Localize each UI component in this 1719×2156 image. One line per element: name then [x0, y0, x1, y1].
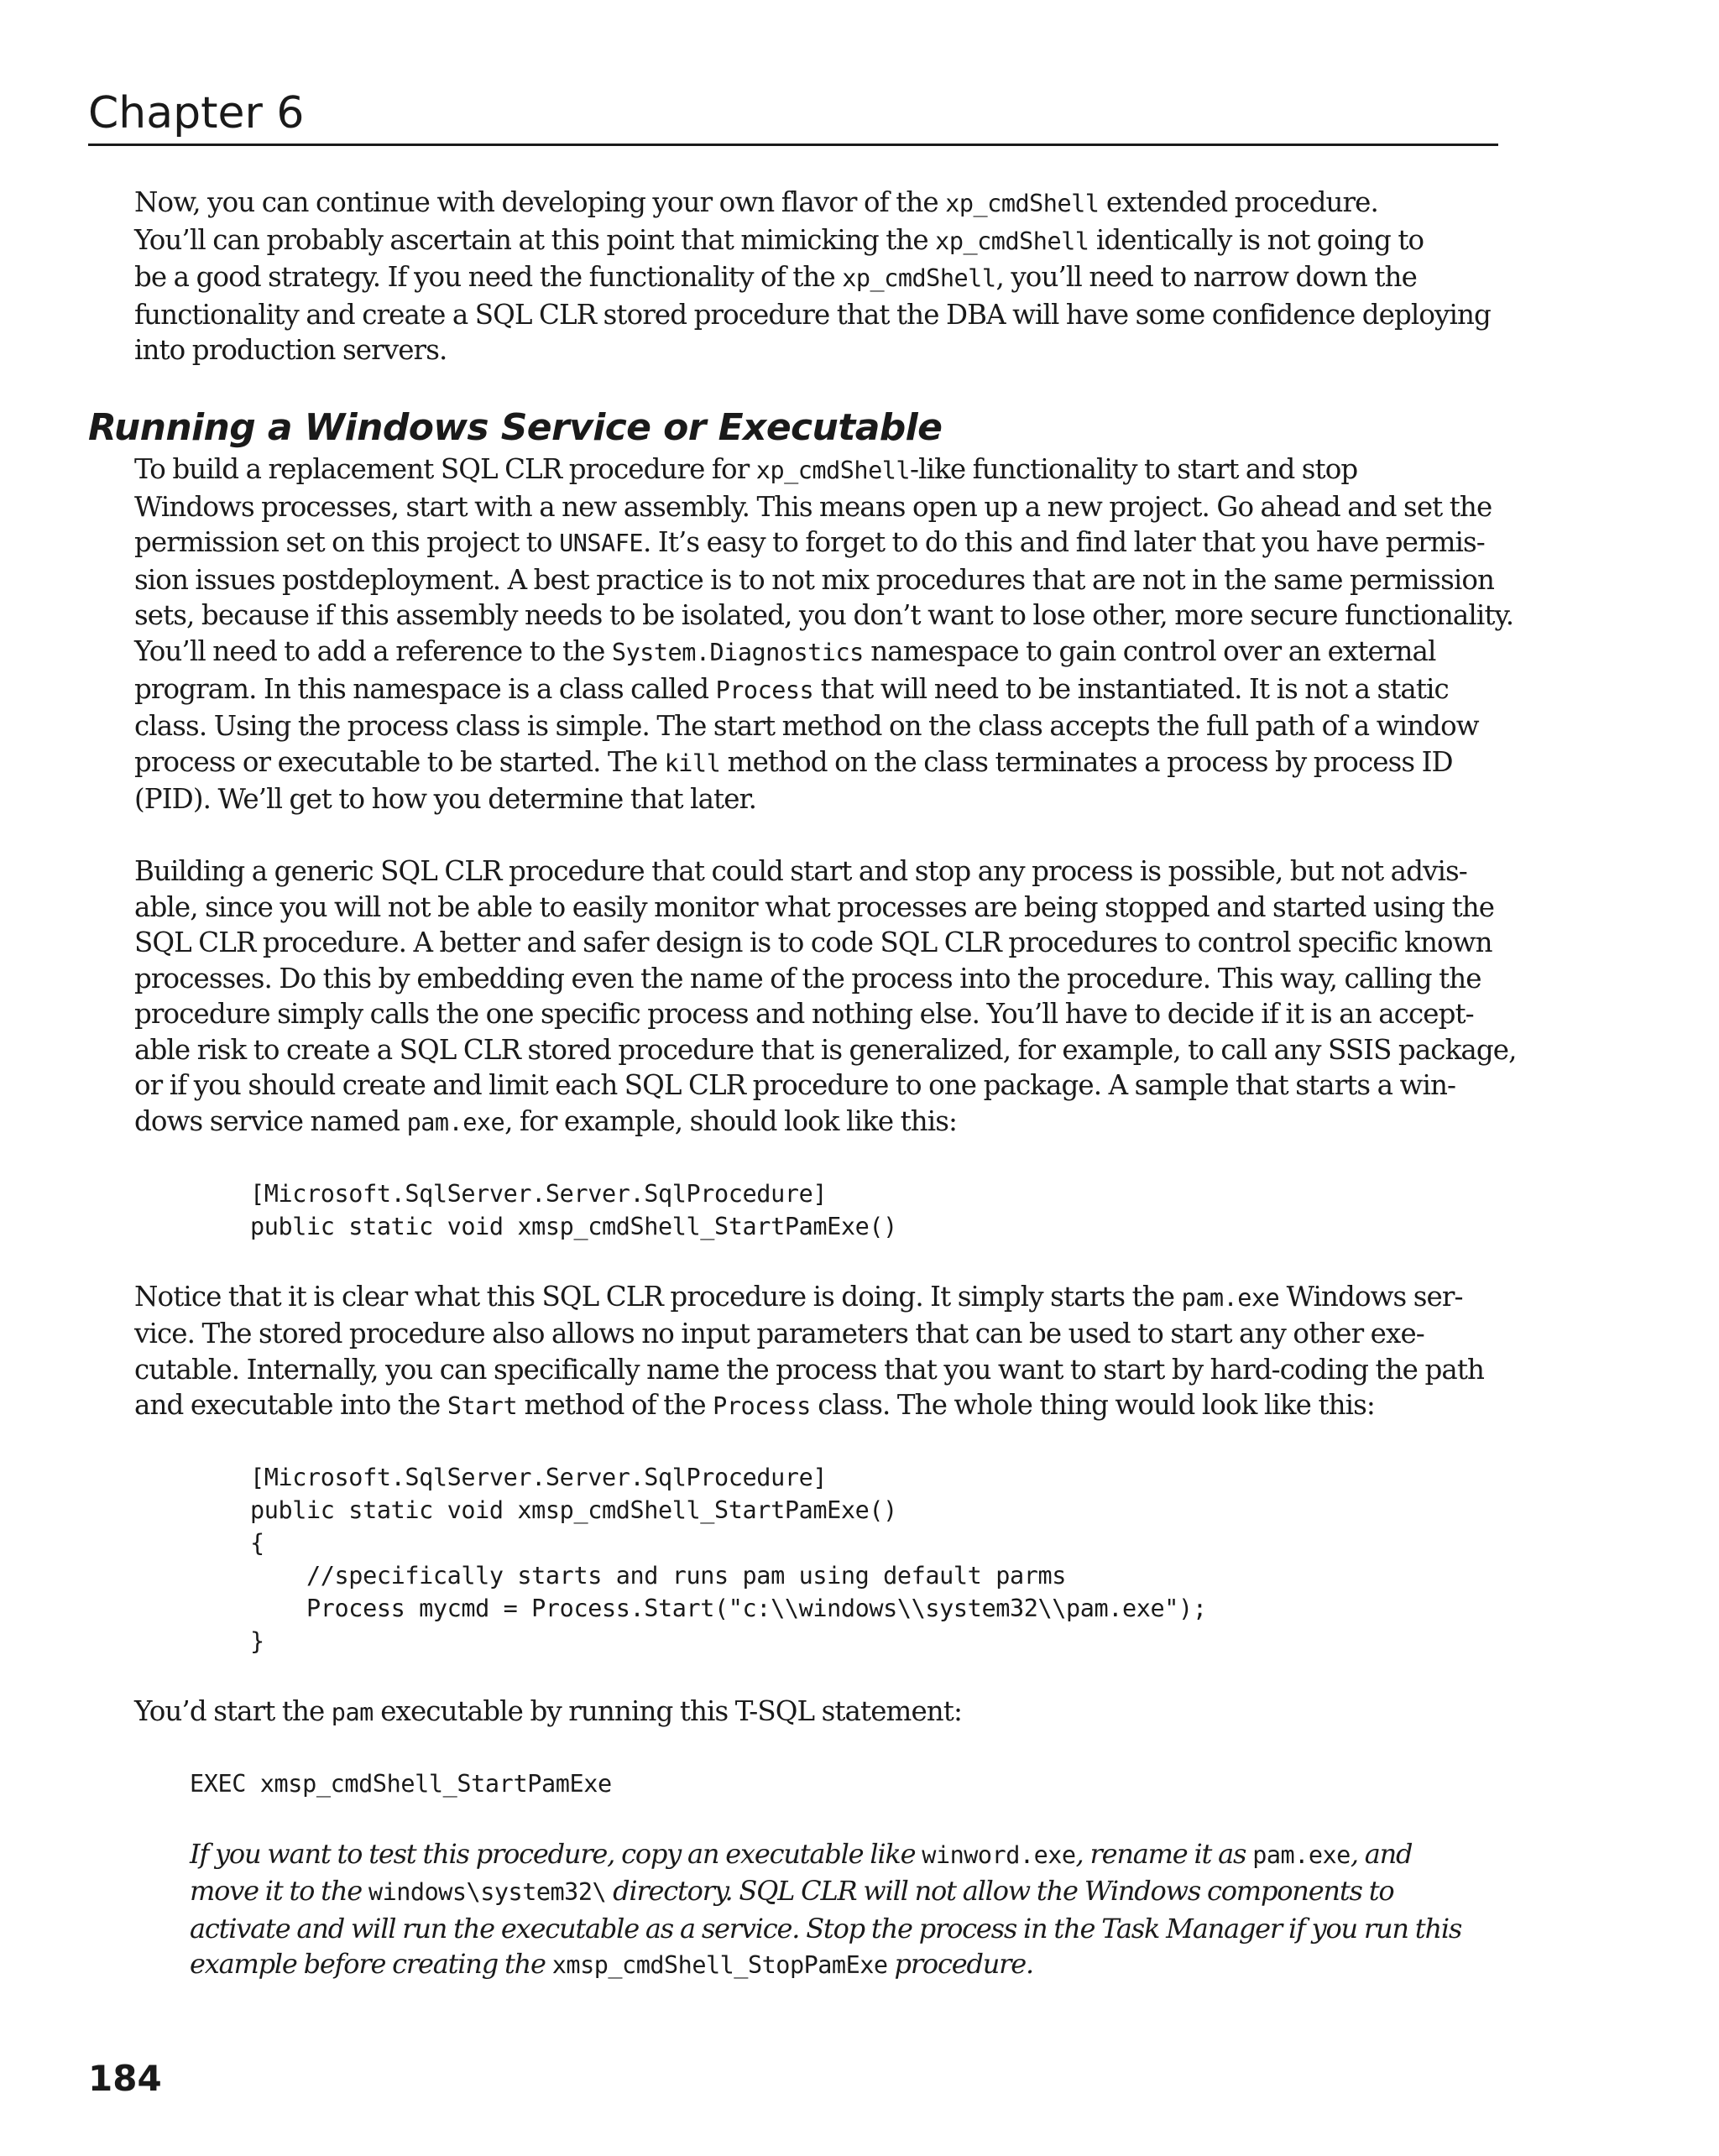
text-line: Notice that it is clear what this SQL CLR procedure is doing. It simply starts the pam.exe Windows ser- — [134, 1280, 1463, 1313]
text-line: or if you should create and limit each SQL CLR procedure to one package. A sample that starts a win- — [134, 1069, 1456, 1102]
inline-code: pam.exe — [1181, 1283, 1280, 1312]
text-line: You’d start the pam executable by running this T-SQL statement: — [134, 1695, 963, 1728]
inline-code: windows\system32\ — [368, 1878, 607, 1907]
text-line: cutable. Internally, you can specifically name the process that you want to start by hard-coding the path — [134, 1353, 1485, 1386]
chapter-title: Chapter 6 — [88, 88, 305, 138]
text-line: sets, because if this assembly needs to be isolated, you don’t want to lose other, more secure functionality. — [134, 599, 1514, 632]
text-line: (PID). We’ll get to how you determine that later. — [134, 783, 757, 816]
text-line: activate and will run the executable as a service. Stop the process in the Task Manager if you run this — [190, 1912, 1462, 1945]
inline-code: Process — [713, 1392, 811, 1421]
text-line: class. Using the process class is simple. The start method on the class accepts the full path of a window — [134, 710, 1479, 743]
text-line: example before creating the xmsp_cmdShell_StopPamExe procedure. — [190, 1948, 1033, 1981]
inline-code: winword.exe — [922, 1840, 1076, 1869]
text-line: program. In this namespace is a class called Process that will need to be instantiated. It is not a static — [134, 672, 1449, 705]
inline-code: xp_cmdShell — [842, 264, 996, 293]
inline-code: xmsp_cmdShell_StopPamExe — [551, 1951, 888, 1980]
text-line: and executable into the Start method of the Process class. The whole thing would look like this: — [134, 1389, 1375, 1422]
section-heading: Running a Windows Service or Executable — [88, 405, 943, 449]
text-line: dows service named pam.exe, for example, should look like this: — [134, 1105, 958, 1138]
paragraph-tsql-intro — [134, 1694, 1498, 1731]
inline-code: pam.exe — [406, 1109, 505, 1137]
text-line: move it to the windows\system32\ directory. SQL CLR will not allow the Windows components to — [190, 1875, 1394, 1908]
text-line: sion issues postdeployment. A best practice is to not mix procedures that are not in the same permission — [134, 563, 1495, 596]
inline-code: Start — [447, 1392, 518, 1421]
text-line: SQL CLR procedure. A better and safer design is to code SQL CLR procedures to control specific known — [134, 927, 1492, 959]
inline-code: kill — [664, 749, 721, 777]
text-line: into production servers. — [134, 334, 447, 367]
note-paragraph — [134, 1836, 1498, 1984]
text-line: If you want to test this procedure, copy an executable like winword.exe, rename it as pam.exe, and — [190, 1837, 1413, 1870]
page-content — [88, 185, 1517, 1984]
text-line: To build a replacement SQL CLR procedure for xp_cmdShell-like functionality to start and stop — [134, 452, 1358, 485]
text-line: functionality and create a SQL CLR stored procedure that the DBA will have some confidence deploying — [134, 298, 1491, 331]
text-line: processes. Do this by embedding even the name of the process into the procedure. This way, calling the — [134, 962, 1481, 994]
inline-code: Process — [715, 676, 814, 704]
text-line: permission set on this project to UNSAFE. It’s easy to forget to do this and find later that you have permis- — [134, 526, 1485, 559]
page-number: 184 — [88, 2058, 162, 2099]
code-sample-signature: [Microsoft.SqlServer.Server.SqlProcedure] public static void xmsp_cmdShell_StartPamExe() — [250, 1179, 897, 1240]
paragraph-design-advice — [134, 854, 1517, 1141]
text-line: procedure simply calls the one specific process and nothing else. You’ll have to decide if it is an accept- — [134, 998, 1474, 1031]
intro-paragraph — [134, 185, 1498, 368]
inline-code: xp_cmdShell — [755, 456, 911, 484]
text-line: Windows processes, start with a new assembly. This means open up a new project. Go ahead and set the — [134, 490, 1492, 523]
inline-code: xp_cmdShell — [935, 227, 1089, 255]
text-line: able risk to create a SQL CLR stored procedure that is generalized, for example, to call any SSIS package, — [134, 1033, 1517, 1066]
code-sample-tsql: EXEC xmsp_cmdShell_StartPamExe — [190, 1769, 612, 1798]
text-line: process or executable to be started. The kill method on the class terminates a process by process ID — [134, 745, 1453, 778]
inline-code: xp_cmdShell — [945, 190, 1100, 217]
text-line: vice. The stored procedure also allows no input parameters that can be used to start any other exe- — [134, 1318, 1424, 1350]
chapter-header — [88, 84, 1498, 146]
text-line: Now, you can continue with developing your own flavor of the xp_cmdShell extended procedure. — [134, 186, 1378, 218]
text-line: able, since you will not be able to easily monitor what processes are being stopped and started using the — [134, 890, 1495, 923]
text-line: be a good strategy. If you need the functionality of the xp_cmdShell, you’ll need to narrow down the — [134, 261, 1417, 294]
inline-code: pam.exe — [1252, 1840, 1351, 1869]
code-sample-full: [Microsoft.SqlServer.Server.SqlProcedure] public static void xmsp_cmdShell_StartPamExe() { //specifically starts and runs pam using default parms Process mycmd = Process.Start("c:\\windows\\system32\\pam.exe"); } — [250, 1464, 1207, 1656]
text-line: You’ll need to add a reference to the System.Diagnostics namespace to gain control over an external — [134, 634, 1436, 667]
text-line: You’ll can probably ascertain at this point that mimicking the xp_cmdShell identically is not going to — [134, 223, 1424, 256]
inline-code: System.Diagnostics — [611, 638, 864, 666]
inline-code: UNSAFE — [559, 530, 644, 558]
text-line: Building a generic SQL CLR procedure that could start and stop any process is possible, but not advis- — [134, 854, 1467, 887]
inline-code: pam — [331, 1699, 374, 1727]
paragraph-process-class — [134, 452, 1514, 817]
paragraph-explanation — [134, 1279, 1498, 1425]
